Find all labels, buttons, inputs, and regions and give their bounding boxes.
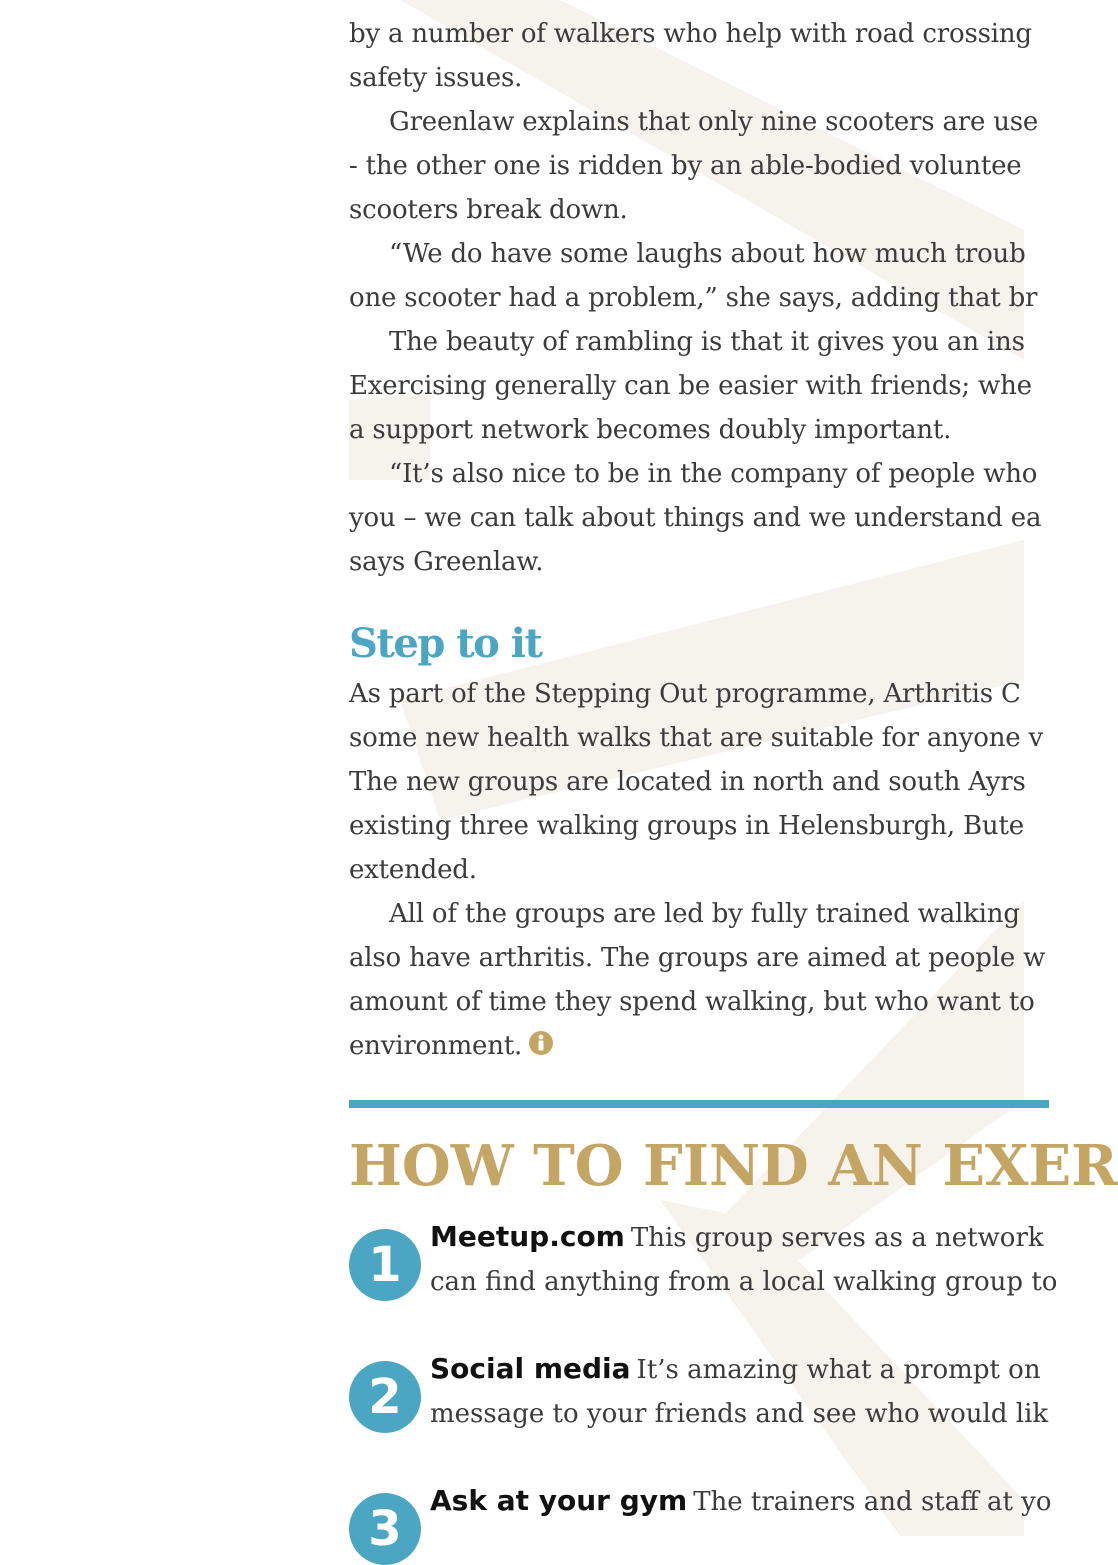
text-line: by a number of walkers who help with road crossing: [349, 19, 1032, 49]
text-line: Greenlaw explains that only nine scooters are use: [389, 107, 1039, 137]
tip-title: Meetup.com: [430, 1220, 625, 1253]
text-line-end: environment.: [349, 1031, 523, 1061]
text-line: extended.: [349, 855, 477, 885]
text-line: The beauty of rambling is that it gives you an ins: [389, 327, 1025, 357]
section-subhead: Step to it: [349, 620, 542, 667]
article-body-bottom: [349, 672, 1109, 1068]
text-line: a support network becomes doubly important.: [349, 415, 952, 445]
text-line: amount of time they spend walking, but who want to: [349, 987, 1035, 1017]
tip-line: message to your friends and see who would lik: [430, 1399, 1049, 1429]
text-line: existing three walking groups in Helensburgh, Bute: [349, 811, 1024, 841]
text-line: All of the groups are led by fully trained walking: [389, 899, 1020, 929]
tip-text: [430, 1347, 1070, 1436]
article-body-top: [349, 12, 1109, 584]
text-line: also have arthritis. The groups are aimed at people w: [349, 943, 1046, 973]
tip-title: Ask at your gym: [430, 1484, 688, 1517]
text-line: “It’s also nice to be in the company of people who: [389, 459, 1038, 489]
text-line: “We do have some laughs about how much troub: [389, 239, 1026, 269]
tip-number-badge: 3: [349, 1493, 421, 1565]
tip-line: The trainers and staff at yo: [693, 1487, 1052, 1517]
text-line: As part of the Stepping Out programme, Arthritis C: [349, 679, 1021, 709]
tip-title: Social media: [430, 1352, 631, 1385]
tip-line: can find anything from a local walking group to: [430, 1267, 1058, 1297]
box-divider: [349, 1100, 1049, 1108]
tip-line: It’s amazing what a prompt on: [636, 1355, 1041, 1385]
tip-text: [430, 1215, 1070, 1304]
info-icon: [528, 1030, 554, 1056]
box-heading: HOW TO FIND AN EXER: [349, 1133, 1118, 1199]
text-line: - the other one is ridden by an able-bodied voluntee: [349, 151, 1022, 181]
text-line: some new health walks that are suitable for anyone v: [349, 723, 1043, 753]
text-line: Exercising generally can be easier with friends; whe: [349, 371, 1032, 401]
tip-number-badge: 2: [349, 1361, 421, 1433]
tip-number-badge: 1: [349, 1229, 421, 1301]
tip-line: This group serves as a network: [630, 1223, 1044, 1253]
tip-text: [430, 1479, 1070, 1524]
text-line: one scooter had a problem,” she says, adding that br: [349, 283, 1038, 313]
text-line: you – we can talk about things and we understand ea: [349, 503, 1042, 533]
text-line: The new groups are located in north and south Ayrs: [349, 767, 1026, 797]
text-line: scooters break down.: [349, 195, 628, 225]
text-line: safety issues.: [349, 63, 523, 93]
text-line: says Greenlaw.: [349, 547, 544, 577]
text-line-last: [349, 1024, 1109, 1068]
